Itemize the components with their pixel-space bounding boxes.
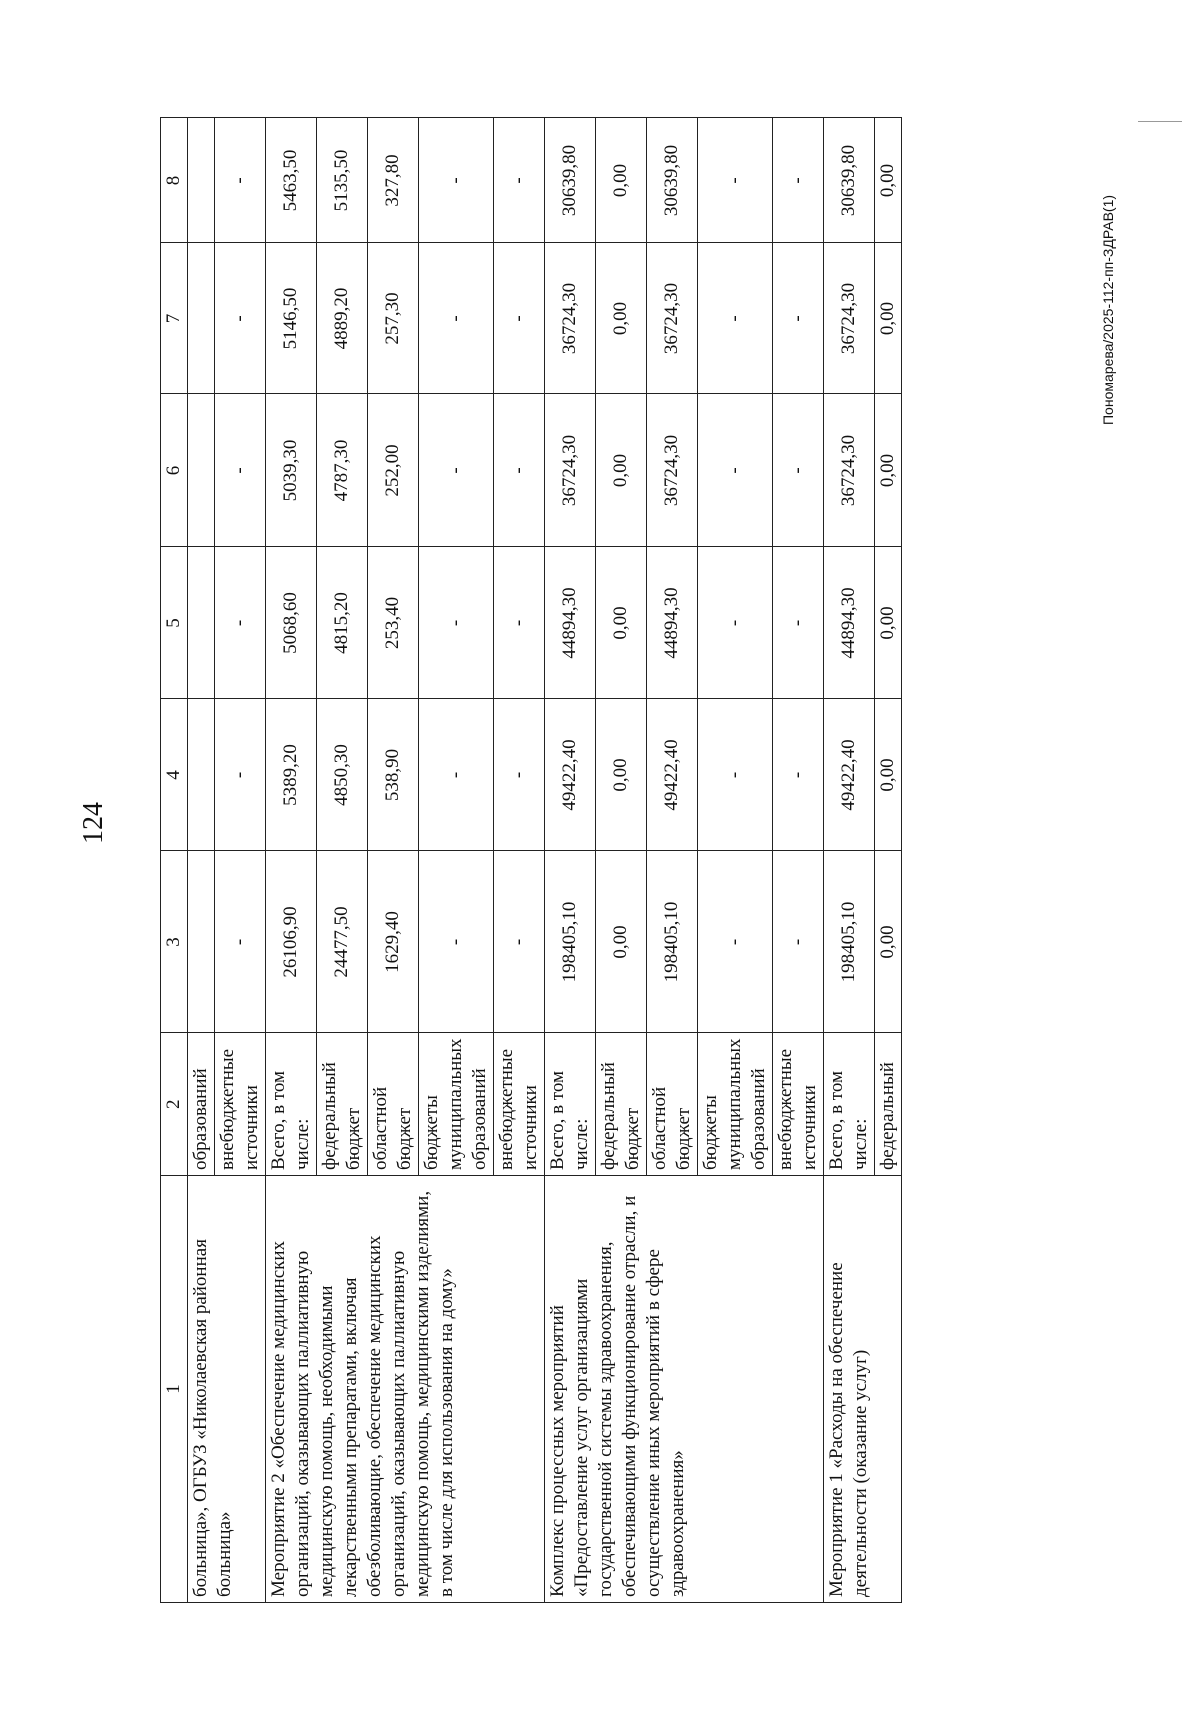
value-cell: 0,00 — [596, 699, 647, 851]
table-row — [266, 118, 317, 1603]
funding-source-cell: федеральный бюджет — [317, 1033, 368, 1176]
value-cell: - — [419, 118, 494, 243]
value-cell: 0,00 — [596, 547, 647, 699]
value-cell: 36724,30 — [545, 394, 596, 547]
value-cell: - — [419, 547, 494, 699]
value-cell: 36724,30 — [545, 243, 596, 394]
value-cell: - — [419, 851, 494, 1033]
value-cell: 44894,30 — [545, 547, 596, 699]
value-cell: - — [419, 394, 494, 547]
value-cell: - — [698, 699, 773, 851]
column-header: 1 — [161, 1176, 188, 1603]
column-header: 2 — [161, 1033, 188, 1176]
value-cell: - — [773, 699, 824, 851]
funding-source-cell: внебюджетные источники — [773, 1033, 824, 1176]
value-cell: - — [494, 699, 545, 851]
funding-source-cell: федеральный — [875, 1033, 902, 1176]
funding-source-cell: внебюджетные источники — [494, 1033, 545, 1176]
budget-table — [160, 117, 902, 1603]
value-cell: - — [698, 547, 773, 699]
value-cell: 198405,10 — [824, 851, 875, 1033]
value-cell: 5146,50 — [266, 243, 317, 394]
value-cell: - — [698, 118, 773, 243]
value-cell: 44894,30 — [824, 547, 875, 699]
table-row — [545, 118, 596, 1603]
value-cell: - — [494, 851, 545, 1033]
header-row — [161, 118, 188, 1603]
value-cell — [188, 851, 215, 1033]
value-cell: 327,80 — [368, 118, 419, 243]
value-cell: 4889,20 — [317, 243, 368, 394]
value-cell: - — [215, 547, 266, 699]
value-cell: - — [698, 243, 773, 394]
funding-source-cell: федеральный бюджет — [596, 1033, 647, 1176]
value-cell — [188, 118, 215, 243]
value-cell: 1629,40 — [368, 851, 419, 1033]
table-row — [824, 118, 875, 1603]
value-cell — [188, 243, 215, 394]
value-cell: - — [215, 394, 266, 547]
funding-source-cell: бюджеты муниципальных образований — [698, 1033, 773, 1176]
value-cell: - — [419, 699, 494, 851]
value-cell: 252,00 — [368, 394, 419, 547]
value-cell: 0,00 — [596, 118, 647, 243]
value-cell: - — [215, 699, 266, 851]
value-cell: 0,00 — [875, 394, 902, 547]
measure-name-cell: Комплекс процессных мероприятий «Предоставление услуг организациями государственной системы здравоохранения, обеспечивающими функционирование отрасли, и осуществление иных мероприятий в сфере здравоохранения» — [545, 1176, 824, 1603]
value-cell: 44894,30 — [647, 547, 698, 699]
value-cell: - — [215, 118, 266, 243]
value-cell: 49422,40 — [545, 699, 596, 851]
funding-source-cell: областной бюджет — [368, 1033, 419, 1176]
funding-source-cell: Всего, в том числе: — [545, 1033, 596, 1176]
value-cell: 198405,10 — [545, 851, 596, 1033]
value-cell: 5068,60 — [266, 547, 317, 699]
value-cell: 0,00 — [875, 699, 902, 851]
measure-name-cell: больница», ОГБУЗ «Николаевская районная больница» — [188, 1176, 266, 1603]
value-cell: - — [698, 394, 773, 547]
value-cell — [188, 547, 215, 699]
value-cell: - — [494, 118, 545, 243]
value-cell: 538,90 — [368, 699, 419, 851]
funding-source-cell: образований — [188, 1033, 215, 1176]
value-cell: 5463,50 — [266, 118, 317, 243]
funding-source-cell: бюджеты муниципальных образований — [419, 1033, 494, 1176]
measure-name-cell: Мероприятие 2 «Обеспечение медицинских организаций, оказывающих паллиативную медицинскую помощь, необходимыми лекарственными препаратами, включая обезболивающие, обеспечение медицинских организаций, оказывающих паллиативную медицинскую помощь, медицинскими изделиями, в том числе для использования на дому» — [266, 1176, 545, 1603]
funding-source-cell: областной бюджет — [647, 1033, 698, 1176]
value-cell: 0,00 — [596, 851, 647, 1033]
column-header: 3 — [161, 851, 188, 1033]
value-cell: - — [494, 547, 545, 699]
column-header: 7 — [161, 243, 188, 394]
value-cell: 257,30 — [368, 243, 419, 394]
value-cell: 36724,30 — [647, 394, 698, 547]
measure-name-cell: Мероприятие 1 «Расходы на обеспечение деятельности (оказание услуг) — [824, 1176, 902, 1603]
value-cell: 0,00 — [596, 243, 647, 394]
value-cell: 0,00 — [875, 851, 902, 1033]
column-header: 5 — [161, 547, 188, 699]
funding-source-cell: Всего, в том числе: — [266, 1033, 317, 1176]
value-cell: 49422,40 — [647, 699, 698, 851]
value-cell: 24477,50 — [317, 851, 368, 1033]
value-cell: - — [494, 243, 545, 394]
column-header: 8 — [161, 118, 188, 243]
value-cell: 36724,30 — [824, 243, 875, 394]
value-cell: 4850,30 — [317, 699, 368, 851]
column-header: 4 — [161, 699, 188, 851]
document-code: Пономарева/2025-112-пп-ЗДРАВ(1) — [1100, 194, 1116, 425]
value-cell: - — [215, 243, 266, 394]
value-cell — [188, 394, 215, 547]
value-cell: 0,00 — [875, 243, 902, 394]
value-cell: 26106,90 — [266, 851, 317, 1033]
value-cell: 0,00 — [596, 394, 647, 547]
value-cell: 0,00 — [875, 118, 902, 243]
value-cell: - — [773, 394, 824, 547]
margin-rule — [1138, 121, 1182, 122]
value-cell: - — [773, 851, 824, 1033]
value-cell: 4815,20 — [317, 547, 368, 699]
value-cell: - — [215, 851, 266, 1033]
page-number: 124 — [78, 802, 109, 844]
funding-source-cell: внебюджетные источники — [215, 1033, 266, 1176]
value-cell: 30639,80 — [647, 118, 698, 243]
value-cell: 36724,30 — [647, 243, 698, 394]
value-cell: 0,00 — [875, 547, 902, 699]
table-row — [188, 118, 215, 1603]
column-header: 6 — [161, 394, 188, 547]
value-cell: 36724,30 — [824, 394, 875, 547]
value-cell: 5135,50 — [317, 118, 368, 243]
value-cell: 30639,80 — [824, 118, 875, 243]
value-cell: - — [773, 118, 824, 243]
value-cell: 253,40 — [368, 547, 419, 699]
value-cell: 49422,40 — [824, 699, 875, 851]
value-cell: - — [773, 547, 824, 699]
value-cell: 4787,30 — [317, 394, 368, 547]
value-cell: - — [419, 243, 494, 394]
value-cell: 30639,80 — [545, 118, 596, 243]
value-cell: 5039,30 — [266, 394, 317, 547]
funding-source-cell: Всего, в том числе: — [824, 1033, 875, 1176]
value-cell: 5389,20 — [266, 699, 317, 851]
value-cell — [188, 699, 215, 851]
value-cell: - — [494, 394, 545, 547]
value-cell: 198405,10 — [647, 851, 698, 1033]
value-cell: - — [698, 851, 773, 1033]
value-cell: - — [773, 243, 824, 394]
